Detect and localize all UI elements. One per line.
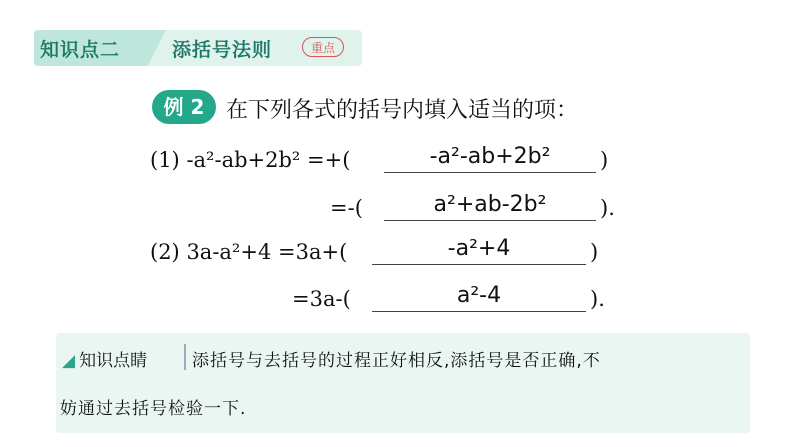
problem-1-lhs: -a²-ab+2b²: [186, 148, 301, 172]
key-point-badge: 重点: [302, 37, 344, 57]
section-title: 添括号法则: [172, 39, 273, 61]
problem-2-line-1: [150, 240, 347, 264]
problem-1-line2-prefix: =-(: [330, 196, 363, 220]
problem-1-line2-suffix: ).: [600, 196, 615, 220]
problem-1-label: (1): [150, 148, 180, 172]
problem-2-answer-2[interactable]: a²-4: [372, 281, 586, 312]
example-stem: 在下列各式的括号内填入适当的项：: [226, 98, 579, 123]
tip-text-line-1: 添括号与去括号的过程正好相反,添括号是否正确,不: [192, 351, 601, 371]
problem-1-line-1: [150, 148, 350, 172]
problem-2-line2-suffix: ).: [590, 287, 605, 311]
example-badge: 例 2: [152, 90, 216, 124]
tip-label-wrap: [62, 346, 147, 371]
tip-text-line-2: 妨通过去括号检验一下.: [60, 399, 247, 419]
problem-2-line1-prefix: =3a+(: [278, 240, 348, 264]
tip-label: 知识点睛: [79, 351, 148, 371]
problem-1-line1-prefix: =+(: [307, 148, 351, 172]
problem-2-line1-suffix: ): [590, 240, 599, 264]
section-number: 知识点二: [40, 39, 121, 61]
problem-1-answer-2[interactable]: a²+ab-2b²: [384, 190, 596, 221]
problem-1-line1-suffix: ): [600, 148, 609, 172]
problem-2-label: (2): [150, 240, 180, 264]
pencil-icon: ◢: [62, 351, 76, 371]
problem-2-line2-prefix: =3a-(: [292, 287, 351, 311]
problem-2-answer-1[interactable]: -a²+4: [372, 234, 586, 265]
tip-divider: [184, 344, 186, 370]
problem-2-lhs: 3a-a²+4: [186, 240, 272, 264]
problem-1-answer-1[interactable]: -a²-ab+2b²: [384, 142, 596, 173]
